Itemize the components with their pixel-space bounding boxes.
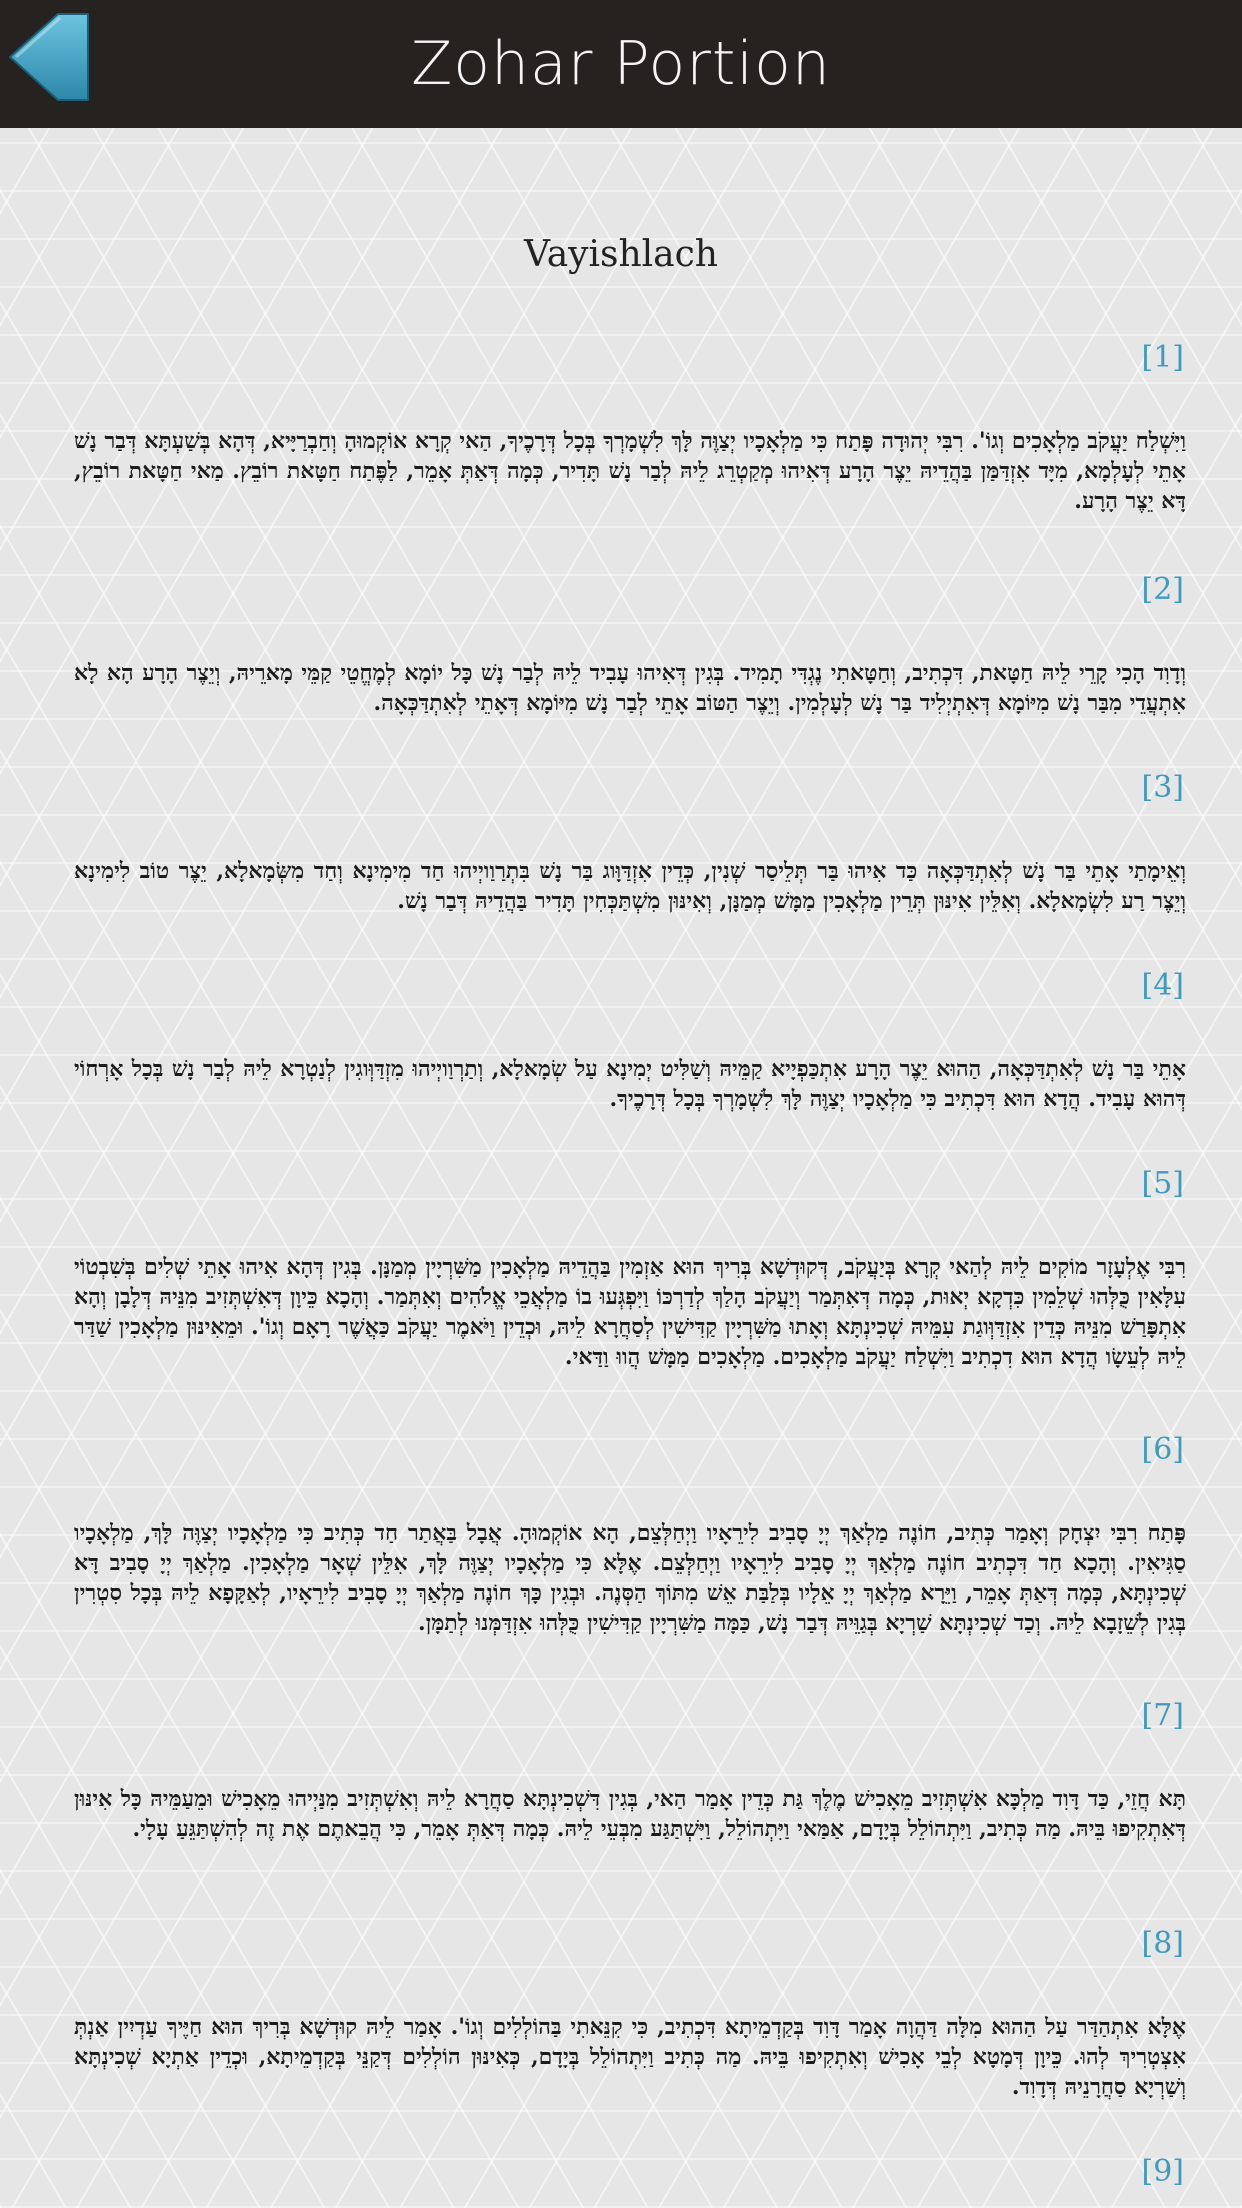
verse-number: [9] bbox=[1141, 2154, 1184, 2189]
portion-title: Vayishlach bbox=[524, 234, 718, 275]
verse-text: רִבִּי אֶלְעָזָר מוֹקִים לֵיהּ לְהַאי קְרָא בְּיַעֲקֹב, דְּקוּדְשָׁא בְּרִיךְ הוּא אַזְמִין בַּהֲדֵיהּ מַלְאָכִין מַשִּׁרְיָין מְמַנָּן. בְּגִין דְּהָא אִיהוּ אָתֵי שְׁלִים בְּשִׁבְטוֹי עִלָּאִין כֻּלְּהוּ שְׁלֵמִין כִּדְקָא יְאוּת, כְּמָה דְּאִתְּמַר וְיַעֲקֹב הָלַךְ לְדַרְכּוֹ וַיִּפְגְּעוּ בוֹ מַלְאֲכֵי אֱלֹהִים וְאִתְּמַר. וְהָכָא כֵּיוָן דְּאִשְׁתְּזִיב מִנֵּיהּ דְּלָבָן וְהָא אִתְפָּרַשׁ מִנֵּיהּ כְּדֵין אִזְדַּוְּוגַת עִמֵּיהּ שְׁכִינְתָּא וְאָתוּ מַשִּׁרְיָין קַדִּישִׁין לְסַחֲרָא לֵיהּ, וּכְדֵין וַיֹּאמֶר יַעֲקֹב כַּאֲשֶׁר רָאָם וְגוֹ'. וּמֵאִינּוּן מַלְאָכִין שַׁדַּר לֵיהּ לְעֵשָׂו הֲדָא הוּא דִכְתִיב וַיִּשְׁלַח יַעֲקֹב מַלְאָכִים. מַלְאָכִים מַמָּשׁ הֲווּ וַדַּאי. bbox=[74, 1254, 1186, 1370]
verse-text: אֶלָּא אִתְהַדַּר עַל הַהוּא מִלָּה דַּהֲוָה אָמַר דָּוִד בְּקַדְמֵיתָא דִּכְתִיב, כִּי קִנֵּאתִי בַּהוֹלְלִים וְגוֹ'. אָמַר לֵיהּ קוּדְשָׁא בְּרִיךְ הוּא חַיֶּיךָ עַדְיִין אַנְתְּ אִצְטְרִיךְ לְהוּ. כֵּיוָן דְּמָטָא לְבֵי אָכִישׁ וְאִתְקִיפוּ בֵּיהּ. מַה כְּתִיב וַיִּתְהוֹלֵל בְּיָדָם, כְּאִינּוּן הוֹלְלִים דְּקַנֵּי בְּקַדְמֵיתָא, וּכְדֵין אַתְיָא שְׁכִינְתָּא וְשַׁרְיָא סַחֲרָנֵיהּ דְּדָוִד. bbox=[74, 2014, 1186, 2100]
verse-text: וְדָוִד הָכִי קָרֵי לֵיהּ חַטָּאת, דִּכְתִיב, וְחַטָּאתִי נֶגְדִּי תָמִיד. בְּגִין דְּאִיהוּ עָבִיד לֵיהּ לְבַר נָשׁ כָּל יוֹמָא לְמֶחֱטֵי קַמֵּי מָארֵיהּ, וְיֵצֶר הָרָע הָא לָא אִתְעֲדֵי מִבַּר נָשׁ מִיּוֹמָא דְּאִתְיְלִיד בַּר נָשׁ לְעָלְמִין. וְיֵצֶר הַטּוֹב אָתֵי לְבַר נָשׁ מִיּוֹמָא דְּאָתֵי לְאִתְדַּכְּאָה. bbox=[74, 660, 1186, 716]
verse-number: [7] bbox=[1141, 1698, 1184, 1733]
verse-text: פָּתַח רִבִּי יִצְחָק וְאָמַר כְּתִיב, חוֹנֶה מַלְאַךְ יְיָ סָבִיב לִירֵאָיו וַיְחַלְּצֵם, הָא אוֹקְמוּהָ. אֲבָל בַּאֲתַר חַד כְּתִיב כִּי מַלְאָכָיו יְצַוֶּה לָּךְ, מַלְאָכָיו סַגִּיאִין. וְהָכָא חַד דִּכְתִיב חוֹנֶה מַלְאַךְ יְיָ סָבִיב לִירֵאָיו וַיְחַלְּצֵם. אֶלָּא כִּי מַלְאָכָיו יְצַוֶּה לָּךְ, אִלֵּין שְׁאָר מַלְאָכִין. מַלְאַךְ יְיָ סָבִיב דָּא שְׁכִינְתָּא, כְּמָה דְּאַתְּ אָמֵר, וַיֵּרָא מַלְאַךְ יְיָ אֵלָיו בְּלַבַּת אֵשׁ מִתּוֹךְ הַסְּנֶה. וּבְגִין כָּךְ חוֹנֶה מַלְאַךְ יְיָ סָבִיב לִירֵאָיו, לְאַקָּפָא לֵיהּ בְּכָל סִטְרִין בְּגִין לְשֵׁזָבָא לֵיהּ. וְכַד שְׁכִינְתָּא שַׁרְיָא בְּגַוֵּיהּ דְּבַר נָשׁ, כַּמָּה מַשִּׁרְיָין קַדִּישִׁין כֻּלְּהוּ אִזְדַּמְּנוּ לְתַמָּן. bbox=[74, 1520, 1186, 1636]
verse-text: אָתֵי בַּר נָשׁ לְאִתְדַּכְּאָה, הַהוּא יֵצֶר הָרָע אִתְכַּפְיָיא קַמֵּיהּ וְשַׁלִּיט יְמִינָא עַל שְׂמָאלָא, וְתַרְוַויְיהוּ מִזְדַּוְּוגִין לְנַטְרָא לֵיהּ לְבַר נָשׁ בְּכָל אָרְחוֹי דְּהוּא עָבִיד. הֲדָא הוּא דִּכְתִיב כִּי מַלְאָכָיו יְצַוֶּה לָּךְ לִשְׁמָרְךָ בְּכָל דְּרָכֶיךָ. bbox=[74, 1056, 1186, 1112]
verse-number: [5] bbox=[1141, 1166, 1184, 1201]
header-title: Zohar Portion bbox=[411, 29, 831, 99]
verse-number: [2] bbox=[1141, 572, 1184, 607]
verse-number: [6] bbox=[1141, 1432, 1184, 1467]
verse-text: וַיִּשְׁלַח יַעֲקֹב מַלְאָכִים וְגוֹ'. רִבִּי יְהוּדָה פָּתַח כִּי מַלְאָכָיו יְצַוֶּה לָּךְ לִשְׁמָרְךָ בְּכָל דְּרָכֶיךָ, הַאי קְרָא אוֹקְמוּהָ וְחַבְרַיָּיא, דְּהָא בְּשַׁעְתָּא דְּבַר נָשׁ אָתֵי לְעָלְמָא, מִיָּד אִזְדַּמַּן בַּהֲדֵיהּ יֵצֶר הָרָע דְּאִיהוּ מְקַטְרֵג לֵיהּ לְבַר נָשׁ תָּדִיר, כְּמָה דְּאַתְּ אָמֵר, לַפֶּתַח חַטָּאת רוֹבֵץ. מַאי חַטָּאת רוֹבֵץ, דָּא יֵצֶר הָרָע. bbox=[74, 428, 1186, 514]
back-arrow-icon bbox=[8, 12, 92, 102]
verse-text: תָּא חֲזֵי, כַּד דָּוִד מַלְכָּא אִשְׁתְּזִיב מֵאָכִישׁ מֶלֶךְ גַּת כְּדֵין אָמַר הַאי, בְּגִין דִּשְׁכִינְתָּא סַחֲרָא לֵיהּ וְאִשְׁתְּזִיב מִנַּיְיהוּ מֵאָכִישׁ וּמֵעַמֵּיהּ כָּל אִינּוּן דְּאִתְקִיפוּ בֵּיהּ. מַה כְּתִיב, וַיִּתְהוֹלֵל בְּיָדָם, אַמַּאי וַיִּתְהוֹלֵל, וַיִּשְׁתַּגַּע מִבְּעֵי לֵיהּ. כְּמָה דְּאַתְּ אָמֵר, כִּי הֲבֵאתֶם אֶת זֶה לְהִשְׁתַּגֵּעַ עָלָי. bbox=[74, 1786, 1186, 1842]
verse-number: [1] bbox=[1141, 340, 1184, 375]
app-header bbox=[0, 0, 1242, 128]
back-button[interactable] bbox=[8, 12, 92, 102]
content-scroll-area[interactable] bbox=[0, 128, 1242, 2208]
verse-number: [8] bbox=[1141, 1926, 1184, 1961]
verse-number: [3] bbox=[1141, 770, 1184, 805]
verse-number: [4] bbox=[1141, 968, 1184, 1003]
verse-text: וְאֵימָתַי אָתֵי בַּר נָשׁ לְאִתְדַּכְּאָה כַּד אִיהוּ בַּר תְּלֵיסַר שְׁנִין, כְּדֵין אִזְדַּוָּוג בַּר נָשׁ בִּתְרַוַויְיהוּ חַד מִימִינָא וְחַד מִשְּׂמָאלָא, יֵצֶר טוֹב לִימִינָא וְיֵצֶר רַע לִשְׂמָאלָא. וְאִלֵּין אִינּוּן תְּרֵין מַלְאָכִין מַמָּשׁ מְמַנָּן, וְאִינּוּן מִשְׁתַּכְּחִין תָּדִיר בַּהֲדֵיהּ דְּבַר נָשׁ. bbox=[74, 858, 1186, 914]
